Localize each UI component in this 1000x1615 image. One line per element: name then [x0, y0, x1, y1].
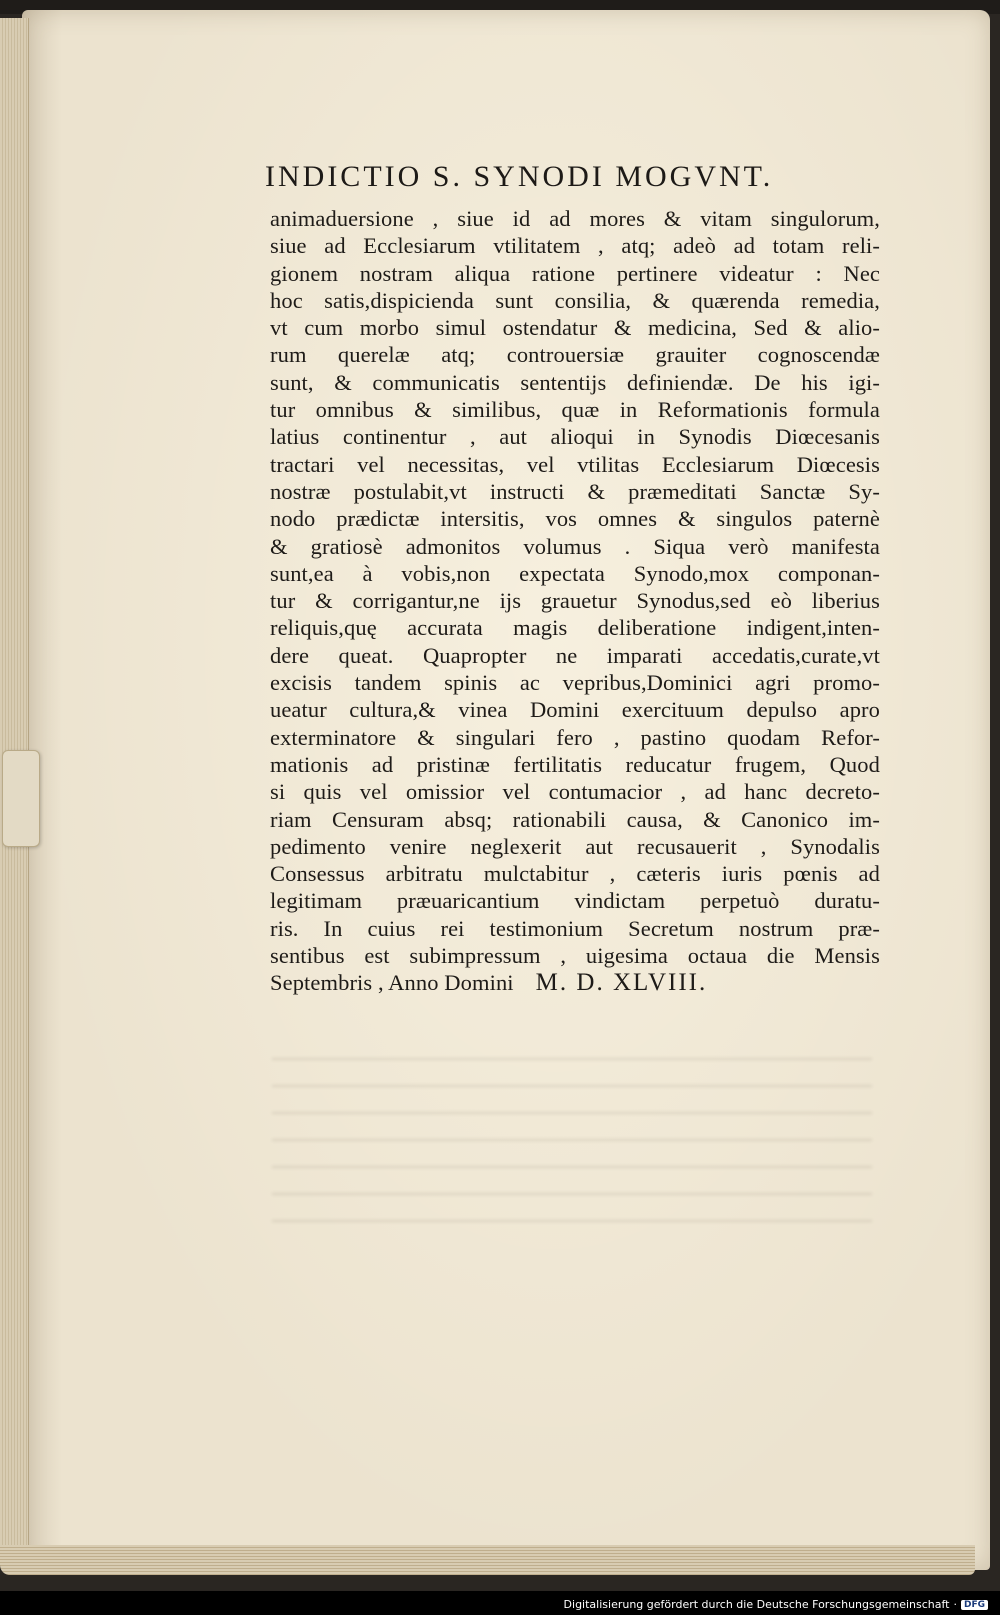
- dfg-logo: DFG: [961, 1600, 988, 1610]
- text-line: exterminatore & singulari fero , pastino quodam Refor-: [270, 724, 880, 750]
- text-line: sunt,ea à vobis,non expectata Synodo,mox componan-: [270, 560, 880, 586]
- running-head: INDICTIO S. SYNODI MOGVNT.: [265, 160, 774, 193]
- year-numeral: M. D. XLVIII.: [535, 969, 708, 997]
- text-line: tractari vel necessitas, vel vtilitas Ecclesiarum Diœcesis: [270, 451, 880, 477]
- text-line: hoc satis,dispicienda sunt consilia, & quærenda remedia,: [270, 287, 880, 313]
- book-clasp: [2, 750, 40, 847]
- text-line: ris. In cuius rei testimonium Secretum nostrum præ-: [270, 915, 880, 941]
- text-line: riam Censuram absq; rationabili causa, & Canonico im-: [270, 806, 880, 832]
- text-line: rum querelæ atq; controuersiæ grauiter cognoscendæ: [270, 342, 880, 368]
- text-line: dere queat. Quapropter ne imparati accedatis,curate,vt: [270, 642, 880, 668]
- text-line: legitimam præuaricantium vindictam perpetuò duratu-: [270, 888, 880, 914]
- body-text: [270, 205, 880, 997]
- text-line: si quis vel omissior vel contumacior , ad hanc decreto-: [270, 779, 880, 805]
- text-line: reliquis,quę accurata magis deliberatione indigent,inten-: [270, 615, 880, 641]
- text-line: sunt, & communicatis sententijs definiendæ. De his igi-: [270, 369, 880, 395]
- text-line: tur omnibus & similibus, quæ in Reformationis formula: [270, 397, 880, 423]
- text-line: animaduersione , siue id ad mores & vitam singulorum,: [270, 206, 880, 231]
- text-line: & gratiosè admonitos volumus . Siqua verò manifesta: [270, 533, 880, 559]
- text-line: vt cum morbo simul ostendatur & medicina, Sed & alio-: [270, 315, 880, 341]
- text-line: nostræ postulabit,vt instructi & præmeditati Sanctæ Sy-: [270, 478, 880, 504]
- text-line: tur & corrigantur,ne ijs grauetur Synodus,sed eò liberius: [270, 588, 880, 614]
- show-through-text: [272, 1040, 872, 1230]
- text-line: excisis tandem spinis ac vepribus,Dominici agri promo-: [270, 670, 880, 696]
- text-line-final: [270, 969, 880, 996]
- text-line: mationis ad pristinæ fertilitatis reducatur frugem, Quod: [270, 751, 880, 777]
- text-line: gionem nostram aliqua ratione pertinere videatur : Nec: [270, 260, 880, 286]
- page-stack-bottom: [0, 1545, 975, 1575]
- text-line: pedimento venire neglexerit aut recusauerit , Synodalis: [270, 833, 880, 859]
- text-line: nodo prædictæ intersitis, vos omnes & singulos paternè: [270, 506, 880, 532]
- text-line: siue ad Ecclesiarum vtilitatem , atq; adeò ad totam reli-: [270, 233, 880, 259]
- digitization-credit: Digitalisierung gefördert durch die Deutsche Forschungsgemeinschaft · DFG: [564, 1598, 988, 1611]
- text-line: Consessus arbitratu mulctabitur , cæteris iuris pœnis ad: [270, 861, 880, 887]
- text-line: latius continentur , aut alioqui in Synodis Diœcesanis: [270, 424, 880, 450]
- text-line: ueatur cultura,& vinea Domini exercituum depulso apro: [270, 697, 880, 723]
- final-line-text: Septembris , Anno Domini: [270, 970, 514, 996]
- footer-text: Digitalisierung gefördert durch die Deutsche Forschungsgemeinschaft: [563, 1598, 950, 1611]
- text-line: sentibus est subimpressum , uigesima octaua die Mensis: [270, 943, 880, 969]
